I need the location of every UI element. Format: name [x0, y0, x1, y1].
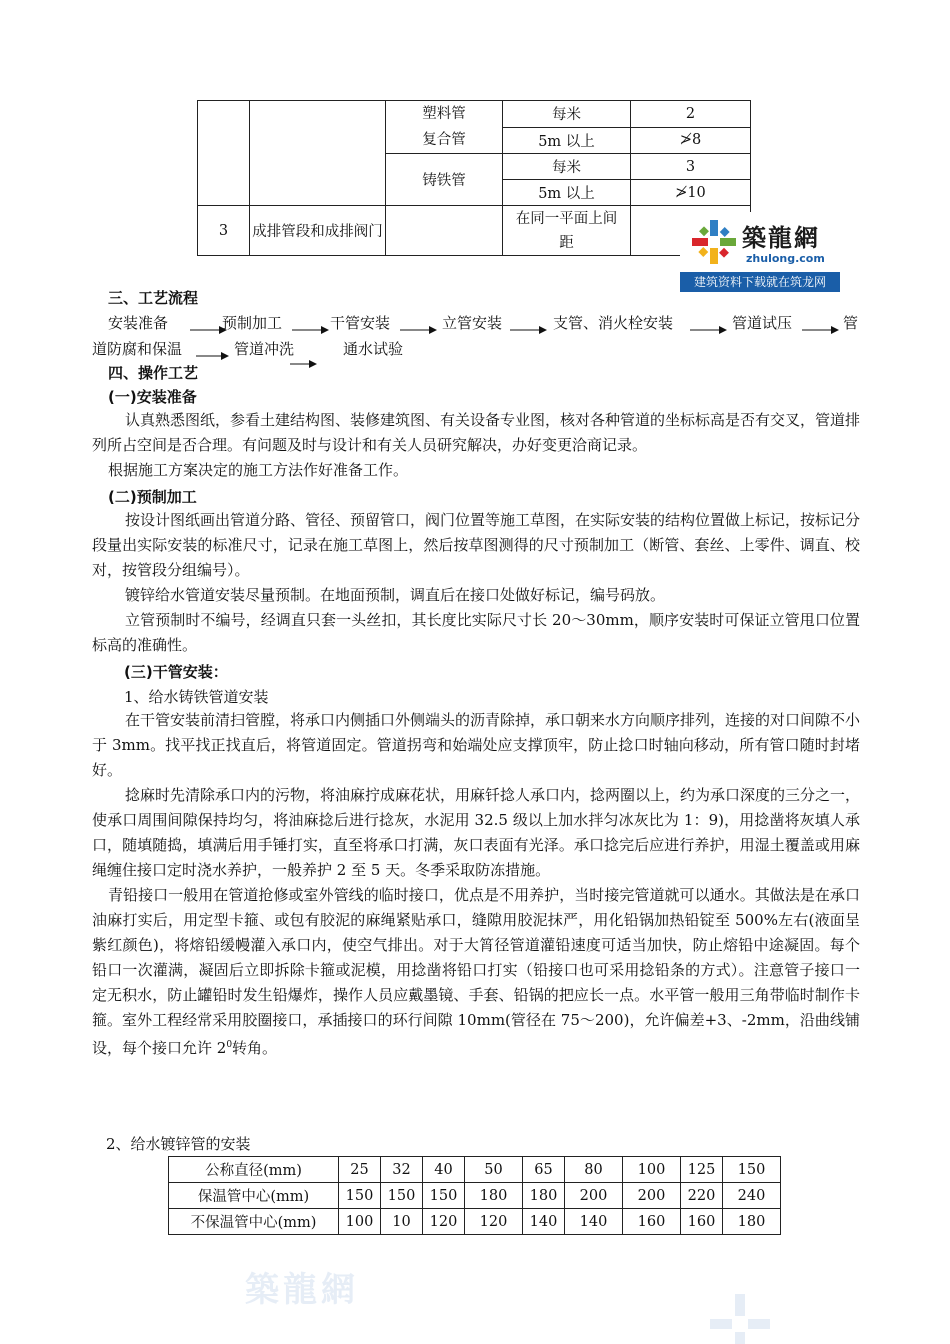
flow-step: 管道冲洗: [234, 340, 295, 358]
table-cell: 150: [381, 1183, 423, 1209]
row-label: 公称直径(mm): [169, 1157, 339, 1183]
table-cell: 5m 以上: [503, 127, 631, 154]
item-title: 1、给水铸铁管道安装: [124, 688, 269, 706]
watermark-snowflake-icon: [700, 1284, 780, 1344]
row-label: 保温管中心(mm): [169, 1183, 339, 1209]
table-row: [169, 1183, 781, 1209]
subsection-title: (一)安装准备: [108, 388, 197, 406]
flow-step: 道防腐和保温: [92, 340, 183, 358]
table-cell: 3: [631, 154, 751, 180]
material-composite: 复合管: [422, 132, 466, 148]
table-cell: 120: [423, 1209, 465, 1235]
table-cell: 220: [681, 1183, 723, 1209]
table-cell: 40: [423, 1157, 465, 1183]
table-cell: 100: [623, 1157, 681, 1183]
table-cell: 120: [465, 1209, 523, 1235]
table-cell: 2: [631, 101, 751, 128]
table-cell: 160: [623, 1209, 681, 1235]
flow-step: 支管、消火栓安装: [553, 314, 674, 332]
paragraph: 按设计图纸画出管道分路、管径、预留管口，阀门位置等施工草图，在实际安装的结构位置做上标记，按标记分段量出实际安装的标准尺寸，记录在施工草图上，然后按草图测得的尺寸预制加工（断管、套丝、上零件、调直、校对，按管段分组编号）。: [92, 511, 861, 579]
table-cell: 150: [423, 1183, 465, 1209]
table-cell: 80: [565, 1157, 623, 1183]
paragraph: 立管预制时不编号，经调直只套一头丝扣，其长度比实际尺寸长 20～30mm，顺序安装时可保证立管甩口位置标高的准确性。: [92, 611, 860, 654]
table-cell: 125: [681, 1157, 723, 1183]
subsection-title: (三)干管安装：: [124, 663, 228, 681]
subsection-title: (二)预制加工: [108, 488, 197, 506]
paragraph: 认真熟悉图纸，参看土建结构图、装修建筑图、有关设备专业图，核对各种管道的坐标标高是否有交叉，管道排列所占空间是否合理。有问题及时与设计和有关人员研究解决，办好变更洽商记录。: [92, 411, 861, 454]
table-cell: 每米: [503, 154, 631, 180]
paragraph-text: 转角。: [232, 1039, 278, 1057]
paragraph: [92, 883, 860, 1061]
paragraph: 捻麻时先清除承口内的污物，将油麻拧成麻花状，用麻钎捻人承口内，捻两圈以上，约为承口深度的三分之一，使承口周围间隙保持均匀，将油麻捻后进行捻灰，水泥用 32.5 级以上加水拌匀冰灰比为 1：9)，用捻凿将灰填人承口，随填随捣，填满后用手锤打实，直至将承口打满，灰口表面有光泽。承口捻完后应进行养护，用湿土覆盖或用麻绳缠住接口定时浇水养护，一般养护 2 至 5 天。冬季采取防冻措施。: [92, 786, 861, 879]
table-cell: 200: [565, 1183, 623, 1209]
cond-line: 距: [559, 234, 574, 251]
logo-slogan: 建筑资料下载就在筑龙网: [680, 272, 840, 292]
table-cell: 200: [623, 1183, 681, 1209]
section4-title: 四、操作工艺: [108, 364, 199, 382]
flow-arrows: [0, 0, 950, 380]
table-cell: 32: [381, 1157, 423, 1183]
table-cell: 50: [465, 1157, 523, 1183]
logo-name: 築龍網: [742, 223, 820, 252]
table-cell: 150: [339, 1183, 381, 1209]
table-cell: 5m 以上: [503, 180, 631, 206]
flow-step: 干管安装: [330, 314, 391, 332]
logo-domain: zhulong.com: [746, 252, 825, 265]
item-title: 2、给水镀锌管的安装: [106, 1135, 251, 1153]
table-cell: 160: [681, 1209, 723, 1235]
flow-step: 立管安装: [442, 314, 503, 332]
flow-step: 预制加工: [222, 314, 283, 332]
table-cell: 140: [523, 1209, 565, 1235]
table-cell: 180: [723, 1209, 781, 1235]
table-cell-material: 铸铁管: [386, 154, 503, 206]
cond-line: 在同一平面上间: [515, 210, 618, 227]
table-cell: 180: [465, 1183, 523, 1209]
watermark-text: 築龍網: [245, 1270, 359, 1310]
paragraph: 镀锌给水管道安装尽量预制。在地面预制，调直后在接口处做好标记，编号码放。: [125, 586, 666, 604]
paragraph: 在干管安装前清扫管膛，将承口内侧插口外侧端头的沥青除掉，承口朝来水方向顺序排列，连接的对口间隙不小于 3mm。找平找正找直后，将管道固定。管道拐弯和始端处应支撑顶牢，防止捻口时轴向移动，所有管口随时封堵好。: [92, 711, 861, 779]
table-cell: 10: [381, 1209, 423, 1235]
table-cell: 25: [339, 1157, 381, 1183]
section3-title: 三、工艺流程: [108, 289, 199, 307]
flow-step: 管道试压: [732, 314, 793, 332]
row-label: 不保温管中心(mm): [169, 1209, 339, 1235]
superscript: 0: [226, 1040, 233, 1050]
table-cell: 3: [198, 206, 250, 256]
table-cell: 成排管段和成排阀门: [250, 206, 386, 256]
table-cell: 240: [723, 1183, 781, 1209]
flow-step: 通水试验: [343, 340, 404, 358]
material-plastic: 塑料管: [422, 106, 466, 122]
paragraph-text: 青铅接口一般用在管道抢修或室外管线的临时接口，优点是不用养护，当时接完管道就可以通水。其做法是在承口油麻打实后，用定型卡箍、或包有胶泥的麻绳紧贴承口，缝隙用胶泥抹严，用化铅锅加热铅锭至 500%左右(液面呈紫红颜色)，将熔铅缓幔灌入承口内，使空气排出。对于大筲径管道灌铅速度可适当加快，防止熔铅中途凝固。每个铅口一次灌满，凝固后立即拆除卡箍或泥模，用捻凿将铅口打实（铅接口也可采用捻铅条的方式）。注意管子接口一定无积水，防止罐铅时发生铅爆炸，操作人员应戴墨镜、手套、铅锅的把应长一点。水平管一般用三角带临时制作卡箍。室外工程经常采用胶圈接口，承插接口的环行间隙 10mm(管径在 75～200)，允许偏差+3、-2mm，沿曲线铺设，每个接口允许 2: [92, 886, 860, 1057]
pipe-spacing-table: [168, 1156, 781, 1235]
table-cell: 100: [339, 1209, 381, 1235]
table-cell: 180: [523, 1183, 565, 1209]
table-cell: 150: [723, 1157, 781, 1183]
table-cell: 140: [565, 1209, 623, 1235]
table-cell: 65: [523, 1157, 565, 1183]
flow-step: 安装准备: [108, 314, 169, 332]
table-row: [169, 1157, 781, 1183]
table-cell: ≯10: [631, 180, 751, 206]
table-cell: ≯8: [631, 127, 751, 154]
paragraph: 根据施工方案决定的施工方法作好准备工作。: [108, 461, 409, 479]
table-row: [169, 1209, 781, 1235]
flow-step: 管: [843, 314, 859, 332]
table-cell: 每米: [503, 101, 631, 128]
